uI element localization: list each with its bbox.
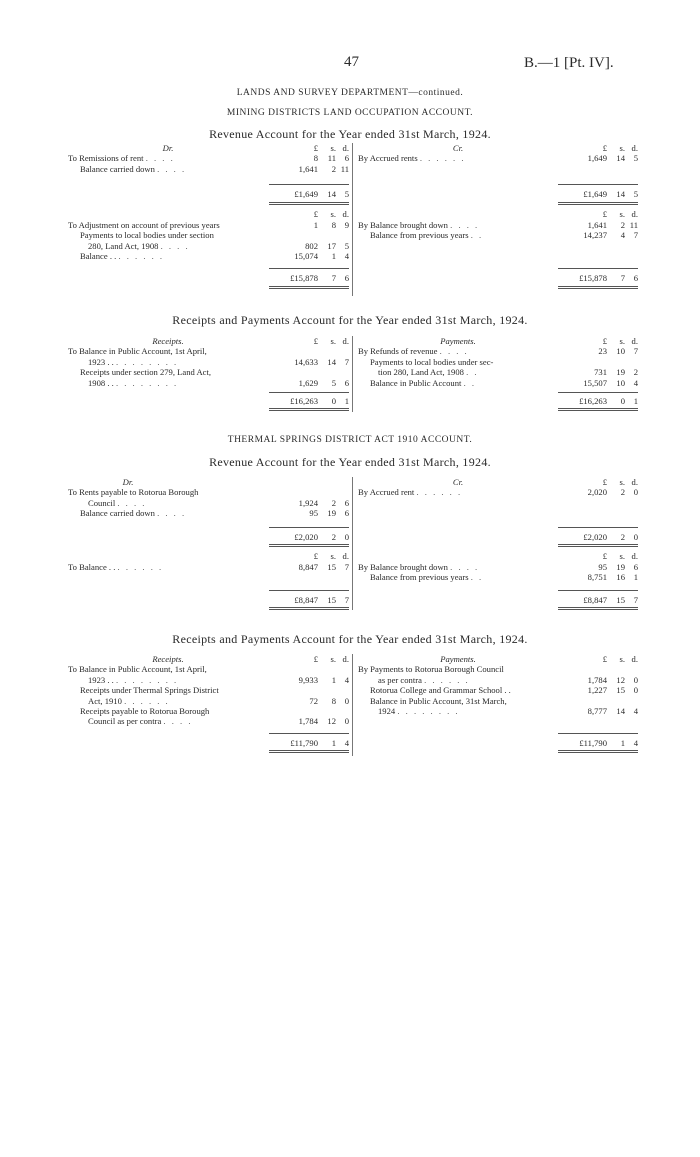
document-reference: B.—1 [Pt. IV]. <box>524 55 614 71</box>
page-number: 47 <box>344 54 359 70</box>
cr-label: Cr. <box>452 143 464 153</box>
debit-side: Dr. To Rents payable to Rotorua Borough Council . . . . 1,924 2 6 Balance carried down . . . . 95 19 6 £2,020 2 0 £ s. d. To Balance . . . . . . . . 8,847 15 7 £8,847 15 7 <box>68 477 349 519</box>
total-row: £8,847 15 7 <box>583 595 638 605</box>
total-row: £2,020 2 0 <box>583 532 638 542</box>
ledger-row: Council . . . . 1,924 2 6 <box>88 497 349 508</box>
credit-side: Cr. £ s. d. By Accrued rents . . . . . . 1,649 14 5 £1,649 14 5 £ s. d. By Balance brought down . . . . 1,641 2 11 Balance from previous years . . 14,237 4 7 £15,878 7 6 <box>358 143 638 164</box>
total-row: £11,790 1 4 <box>290 738 349 748</box>
total-row: £1,649 14 5 <box>294 189 349 199</box>
ledger-row: Balance from previous years . . 14,237 4 7 <box>370 230 638 241</box>
department-title: LANDS AND SURVEY DEPARTMENT—continued. <box>236 88 464 98</box>
ledger-row: By Balance brought down . . . . 95 19 6 <box>358 562 638 572</box>
thermal-receipts-account <box>68 654 638 758</box>
ledger-row: Balance . . . . . . . . 15,074 1 4 <box>80 251 349 262</box>
ledger-row: tion 280, Land Act, 1908 . . 731 19 2 <box>378 367 638 378</box>
ledger-row: Balance carried down . . . . 1,641 2 11 <box>80 163 349 174</box>
payments-side: Payments. £ s. d. By Refunds of revenue . . . . 23 10 7 Payments to local bodies under sec- tion 280, Land Act, 1908 . . 731 19 2 Balance in Public Account . . 15,507 10 4 £16,263 0 1 <box>358 336 638 388</box>
mining-receipts-heading: Receipts and Payments Account for the Year ended 31st March, 1924. <box>172 313 528 327</box>
ledger-row: 1924 . . . . . . . . 8,777 14 4 <box>378 705 638 716</box>
total-row: £15,878 7 6 <box>579 273 638 283</box>
ledger-row: Balance in Public Account . . 15,507 10 4 <box>370 377 638 388</box>
total-row: £16,263 0 1 <box>290 396 349 406</box>
total-row: £1,649 14 5 <box>583 189 638 199</box>
thermal-receipts-heading: Receipts and Payments Account for the Year ended 31st March, 1924. <box>172 632 528 646</box>
ledger-row: By Accrued rent . . . . . . 2,020 2 0 <box>358 487 638 498</box>
total-row: £16,263 0 1 <box>579 396 638 406</box>
ledger-row: By Refunds of revenue . . . . 23 10 7 <box>358 346 638 357</box>
mining-account-title: MINING DISTRICTS LAND OCCUPATION ACCOUNT. <box>226 108 474 118</box>
ledger-row: Balance carried down . . . . 95 19 6 <box>80 508 349 519</box>
mining-revenue-account <box>68 143 638 298</box>
ledger-row: Rotorua College and Grammar School . . 1,227 15 0 <box>370 685 638 696</box>
ledger-row: Balance from previous years . . 8,751 16 1 <box>370 572 638 583</box>
total-row: £11,790 1 4 <box>579 738 638 748</box>
ledger-row: 280, Land Act, 1908 . . . . 802 17 5 <box>88 240 349 251</box>
mining-receipts-account <box>68 336 638 414</box>
debit-side: Dr. £ s. d. To Remissions of rent . . . . 8 11 6 Balance carried down . . . . 1,641 2 11 £1,649 14 5 £ s. d. To Adjustment on account of previous years 1 8 9 Payments to local bodies under section 280, Land Act, 1908 . . . . 802 17 5 Balance . . . . . . . . 15,074 1 4 £15,878 7 6 <box>68 143 349 174</box>
receipts-side: Receipts. £ s. d. To Balance in Public Account, 1st April, 1923 . . . . . . . . . . 9,933 1 4 Receipts under Thermal Springs District Act, 1910 . . . . . . 72 8 0 Receipts payable to Rotorua Borough Council as per contra . . . . 1,784 12 0 £11,790 1 4 <box>68 654 349 727</box>
ledger-row: Act, 1910 . . . . . . 72 8 0 <box>88 695 349 706</box>
ledger-row: as per contra . . . . . . 1,784 12 0 <box>378 674 638 685</box>
thermal-account-title: THERMAL SPRINGS DISTRICT ACT 1910 ACCOUNT. <box>227 435 473 445</box>
ledger-row: 1923 . . . . . . . . . . 9,933 1 4 <box>88 674 349 685</box>
dr-label: Dr. <box>162 143 174 153</box>
total-row: £2,020 2 0 <box>294 532 349 542</box>
mining-revenue-heading: Revenue Account for the Year ended 31st March, 1924. <box>209 127 491 141</box>
credit-side: Cr. £ s. d. By Accrued rent . . . . . . 2,020 2 0 £2,020 2 0 £ s. d. By Balance brought down . . . . 95 19 6 Balance from previous years . . 8,751 16 1 £8,847 15 7 <box>358 477 638 498</box>
ledger-row: By Accrued rents . . . . . . 1,649 14 5 <box>358 153 638 164</box>
total-row: £15,878 7 6 <box>290 273 349 283</box>
ledger-row: 1923 . . . . . . . . . . 14,633 14 7 <box>88 356 349 367</box>
ledger-row: To Balance . . . . . . . . 8,847 15 7 <box>68 562 349 572</box>
ledger-row: Council as per contra . . . . 1,784 12 0 <box>88 716 349 727</box>
receipts-side: Receipts. £ s. d. To Balance in Public Account, 1st April, 1923 . . . . . . . . . . 14,633 14 7 Receipts under section 279, Land Act, 1908 . . . . . . . . . . 1,629 5 6 £16,263 0 1 <box>68 336 349 388</box>
thermal-revenue-account <box>68 477 638 612</box>
thermal-revenue-heading: Revenue Account for the Year ended 31st March, 1924. <box>209 455 491 469</box>
column-divider <box>352 143 353 296</box>
payments-side: Payments. £ s. d. By Payments to Rotorua Borough Council as per contra . . . . . . 1,784 12 0 Rotorua College and Grammar School . . 1,227 15 0 Balance in Public Account, 31st March, 1924 . . . . . . . . 8,777 14 4 £11,790 1 4 <box>358 654 638 716</box>
ledger-row: To Remissions of rent . . . . 8 11 6 <box>68 153 349 164</box>
total-row: £8,847 15 7 <box>294 595 349 605</box>
ledger-row: 1908 . . . . . . . . . . 1,629 5 6 <box>88 377 349 388</box>
ledger-row: To Adjustment on account of previous years 1 8 9 <box>68 220 349 230</box>
ledger-row: By Balance brought down . . . . 1,641 2 11 <box>358 220 638 230</box>
